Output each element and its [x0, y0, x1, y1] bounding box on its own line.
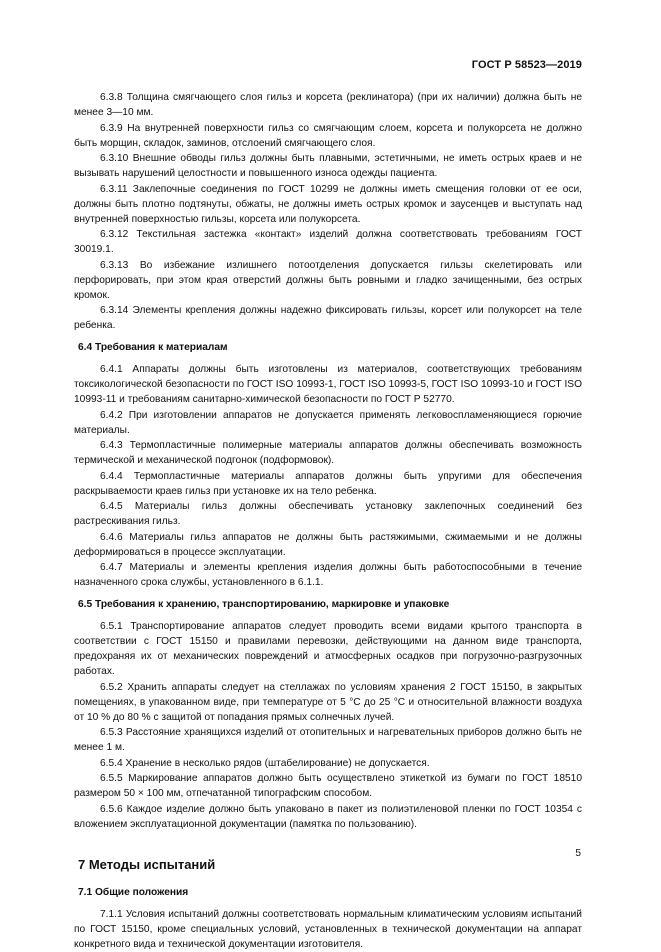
- paragraph-6-4-2: 6.4.2 При изготовлении аппаратов не допускается применять легковоспламеняющиеся горючие материалы.: [74, 409, 582, 436]
- paragraph-6-5-3: 6.5.3 Расстояние хранящихся изделий от отопительных и нагревательных приборов должно быть не менее 1 м.: [74, 727, 582, 753]
- paragraph-6-3-12: 6.3.12 Текстильная застежка «контакт» изделий должна соответствовать требованиям ГОСТ 30019.1.: [74, 229, 582, 255]
- paragraph-7-1-1: 7.1.1 Условия испытаний должны соответствовать нормальным климатическим условиям испытаний по ГОСТ 15150, кроме специальных условий, установленных в технической документации на аппарат конкретного вида и технической документации изготовителя.: [74, 908, 582, 950]
- paragraph-6-5-1: 6.5.1 Транспортирование аппаратов следует проводить всеми видами крытого транспорта в соответствии с ГОСТ 15150 и правилами перевозки, действующими на данном виде транспорта, предохраняя их от механических повреждений и атмосферных осадков при погрузочно-разгрузочных работах.: [74, 621, 582, 677]
- section-heading-7-1: 7.1 Общие положения: [78, 886, 189, 898]
- page-number: 5: [575, 848, 581, 859]
- document-header-title: ГОСТ Р 58523—2019: [471, 59, 582, 71]
- section-heading-6-4: 6.4 Требования к материалам: [78, 342, 228, 353]
- paragraph-6-3-10: 6.3.10 Внешние обводы гильз должны быть плавными, эстетичными, не иметь острых краев и не вызывать нарушений целостности и повышенного износа одежды пациента.: [74, 153, 582, 179]
- section-heading-6-5: 6.5 Требования к хранению, транспортированию, маркировке и упаковке: [78, 599, 450, 610]
- paragraph-6-5-2: 6.5.2 Хранить аппараты следует на стеллажах по условиям хранения 2 ГОСТ 15150, в закрытых помещениях, в упакованном виде, при температуре от 5 °С до 25 °С и относительной влажности воздуха от 10 % до 80 % с защитой от попадания прямых солнечных лучей.: [74, 681, 582, 723]
- chapter-heading-7: 7 Методы испытаний: [78, 856, 216, 872]
- paragraph-6-4-4: 6.4.4 Термопластичные материалы аппаратов должны быть упругими для обеспечения раскрываемости краев гильз при установке их на тело ребенка.: [74, 470, 582, 497]
- paragraph-6-3-11: 6.3.11 Заклепочные соединения по ГОСТ 10299 не должны иметь смещения головки от ее оси, должны быть плотно подтянуты, обжаты, не должны иметь острых кромок и заусенцев и выступать над внутренней поверхностью гильзы, корсета или полукорсета.: [74, 183, 582, 225]
- paragraph-6-3-13: 6.3.13 Во избежание излишнего потоотделения допускается гильзы скелетировать или перфорировать, при этом края отверстий должны быть ровными и гладко зачищенными, без острых кромок.: [74, 259, 582, 301]
- paragraph-6-4-7: 6.4.7 Материалы и элементы крепления изделия должны быть работоспособными в течение назначенного срока службы, установленного в 6.1.1.: [74, 562, 582, 588]
- paragraph-6-4-3: 6.4.3 Термопластичные полимерные материалы аппаратов должны обеспечивать возможность термической и механической подгонок (подформовок).: [74, 440, 582, 466]
- document-body: [74, 90, 582, 952]
- paragraph-6-3-14: 6.3.14 Элементы крепления должны надежно фиксировать гильзы, корсет или полукорсет на теле ребенка.: [74, 305, 582, 331]
- paragraph-6-4-5: 6.4.5 Материалы гильз должны обеспечивать установку заклепочных соединений без растрескивания гильз.: [74, 501, 582, 527]
- paragraph-6-3-8: 6.3.8 Толщина смягчающего слоя гильз и корсета (реклинатора) (при их наличии) должна быть не менее 3—10 мм.: [74, 92, 582, 118]
- paragraph-6-5-6: 6.5.6 Каждое изделие должно быть упаковано в пакет из полиэтиленовой пленки по ГОСТ 10354 с вложением эксплуатационной документации (памятка по пользованию).: [74, 803, 582, 830]
- paragraph-6-4-6: 6.4.6 Материалы гильз аппаратов не должны быть растяжимыми, сжимаемыми и не должны деформироваться в процессе эксплуатации.: [74, 531, 582, 558]
- paragraph-6-3-9: 6.3.9 На внутренней поверхности гильз со смягчающим слоем, корсета и полукорсета не должно быть морщин, складок, заминов, отслоений смягчающего слоя.: [74, 122, 582, 149]
- paragraph-6-4-1: 6.4.1 Аппараты должны быть изготовлены из материалов, соответствующих требованиям токсикологической безопасности по ГОСТ ISO 10993-1, ГОСТ ISO 10993-5, ГОСТ ISO 10993-10 и ГОСТ ISO 10993-11 и требованиям санитарно-химической безопасности по ГОСТ Р 52770.: [74, 364, 582, 405]
- paragraph-6-5-5: 6.5.5 Маркирование аппаратов должно быть осуществлено этикеткой из бумаги по ГОСТ 18510 размером 50 × 100 мм, отпечатанной типографским способом.: [74, 773, 582, 799]
- paragraph-6-5-4: 6.5.4 Хранение в несколько рядов (штабелирование) не допускается.: [100, 757, 430, 769]
